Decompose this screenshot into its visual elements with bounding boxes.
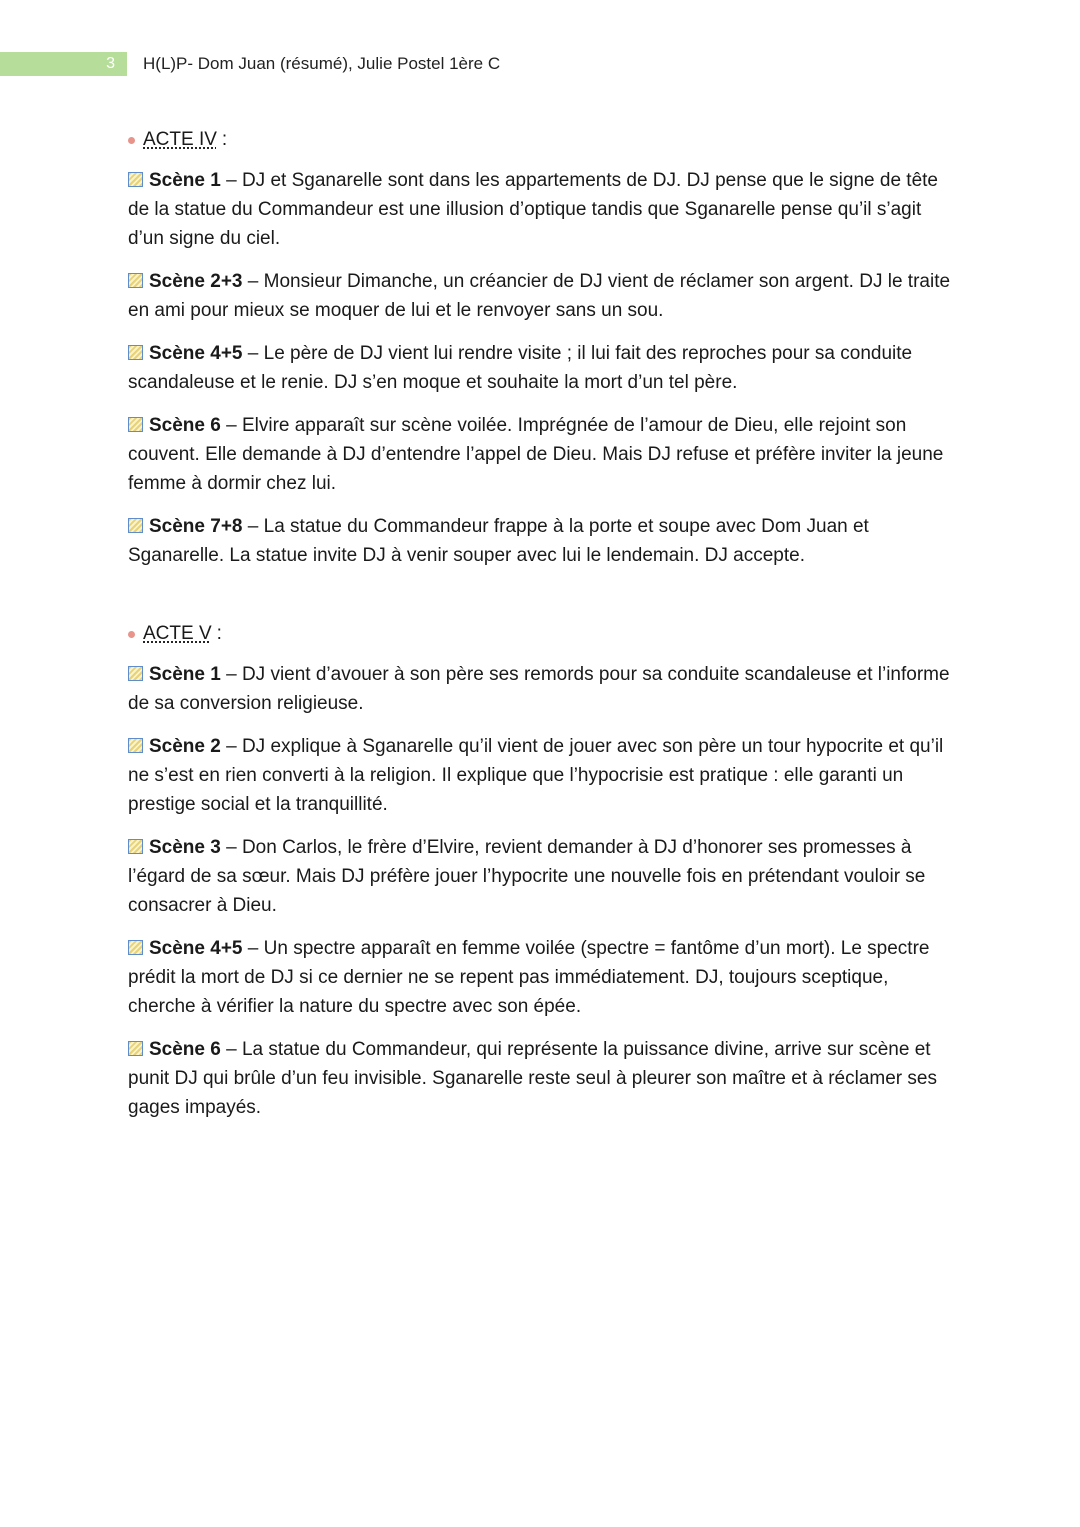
scene-label: Scène 4+5 xyxy=(149,938,243,959)
striped-square-icon xyxy=(128,273,143,288)
scene-text: Un spectre apparaît en femme voilée (spectre = fantôme d’un mort). Le spectre prédit la mort de DJ si ce dernier ne se repent pas immédiatement. DJ, toujours sceptique, cherche à vérifier la nature du spectre avec son épée. xyxy=(128,938,930,1017)
scene-paragraph xyxy=(128,732,958,819)
striped-square-icon xyxy=(128,518,143,533)
act-section-5 xyxy=(128,618,958,1122)
scene-label: Scène 7+8 xyxy=(149,516,243,537)
scene-separator: – xyxy=(220,837,242,858)
scene-paragraph xyxy=(128,166,958,253)
page-number: 3 xyxy=(106,55,115,72)
scene-label: Scène 2+3 xyxy=(149,271,243,292)
striped-square-icon xyxy=(128,1041,143,1056)
scene-paragraph xyxy=(128,411,958,498)
scene-label: Scène 6 xyxy=(149,1039,221,1060)
page-header xyxy=(0,52,1080,76)
scene-text: Monsieur Dimanche, un créancier de DJ vient de réclamer son argent. DJ le traite en ami pour mieux se moquer de lui et le renvoyer sans un sou. xyxy=(128,271,951,321)
scene-label: Scène 6 xyxy=(149,415,221,436)
act-title: ACTE V xyxy=(143,623,212,644)
scene-label: Scène 1 xyxy=(149,664,221,685)
act-heading xyxy=(128,618,958,650)
striped-square-icon xyxy=(128,839,143,854)
striped-square-icon xyxy=(128,666,143,681)
scene-label: Scène 4+5 xyxy=(149,343,243,364)
scene-text: Le père de DJ vient lui rendre visite ; il lui fait des reproches pour sa conduite scandaleuse et le renie. DJ s’en moque et souhaite la mort d’un tel père. xyxy=(128,343,913,393)
scene-text: DJ et Sganarelle sont dans les appartements de DJ. DJ pense que le signe de tête de la statue du Commandeur est une illusion d’optique tandis que Sganarelle pense qu’il s’agit d’un signe du ciel. xyxy=(128,170,938,249)
scene-paragraph xyxy=(128,660,958,718)
scene-label: Scène 1 xyxy=(149,170,221,191)
scene-text: Don Carlos, le frère d’Elvire, revient demander à DJ d’honorer ses promesses à l’égard de sa sœur. Mais DJ préfère jouer l’hypocrite une nouvelle fois en prétendant vouloir se consacrer à Dieu. xyxy=(128,837,926,916)
scene-text: La statue du Commandeur, qui représente la puissance divine, arrive sur scène et punit DJ qui brûle d’un feu invisible. Sganarelle reste seul à pleurer son maître et à réclamer ses gages impayés. xyxy=(128,1039,937,1118)
bullet-icon xyxy=(128,631,135,638)
scene-label: Scène 3 xyxy=(149,837,221,858)
scene-paragraph xyxy=(128,1035,958,1122)
act-colon: : xyxy=(221,129,228,150)
scene-text: DJ vient d’avouer à son père ses remords pour sa conduite scandaleuse et l’informe de sa conversion religieuse. xyxy=(128,664,950,714)
striped-square-icon xyxy=(128,738,143,753)
scene-label: Scène 2 xyxy=(149,736,221,757)
bullet-icon xyxy=(128,137,135,144)
scene-separator: – xyxy=(242,516,264,537)
scene-separator: – xyxy=(220,1039,242,1060)
scene-separator: – xyxy=(220,415,242,436)
scene-separator: – xyxy=(220,664,242,685)
striped-square-icon xyxy=(128,172,143,187)
scene-text: Elvire apparaît sur scène voilée. Imprégnée de l’amour de Dieu, elle rejoint son couvent. Elle demande à DJ d’entendre l’appel de Dieu. Mais DJ refuse et préfère inviter la jeune femme à dormir chez lui. xyxy=(128,415,944,494)
scene-paragraph xyxy=(128,934,958,1021)
scene-text: La statue du Commandeur frappe à la porte et soupe avec Dom Juan et Sganarelle. La statue invite DJ à venir souper avec lui le lendemain. DJ accepte. xyxy=(128,516,869,566)
striped-square-icon xyxy=(128,345,143,360)
scene-paragraph xyxy=(128,833,958,920)
scene-separator: – xyxy=(242,938,264,959)
page-number-tab xyxy=(0,52,127,76)
document-body xyxy=(128,124,958,1136)
scene-separator: – xyxy=(242,271,264,292)
scene-separator: – xyxy=(242,343,264,364)
scene-separator: – xyxy=(220,736,242,757)
scene-paragraph xyxy=(128,512,958,570)
act-section-4 xyxy=(128,124,958,570)
scene-paragraph xyxy=(128,339,958,397)
striped-square-icon xyxy=(128,940,143,955)
header-title: H(L)P- Dom Juan (résumé), Julie Postel 1ère C xyxy=(143,54,501,73)
act-heading xyxy=(128,124,958,156)
scene-paragraph xyxy=(128,267,958,325)
scene-text: DJ explique à Sganarelle qu’il vient de jouer avec son père un tour hypocrite et qu’il ne s’est en rien converti à la religion. Il explique que l’hypocrisie est pratique : elle garanti un prestige social et la tranquillité. xyxy=(128,736,944,815)
act-title: ACTE IV xyxy=(143,129,217,150)
act-colon: : xyxy=(216,623,222,644)
striped-square-icon xyxy=(128,417,143,432)
scene-separator: – xyxy=(220,170,242,191)
